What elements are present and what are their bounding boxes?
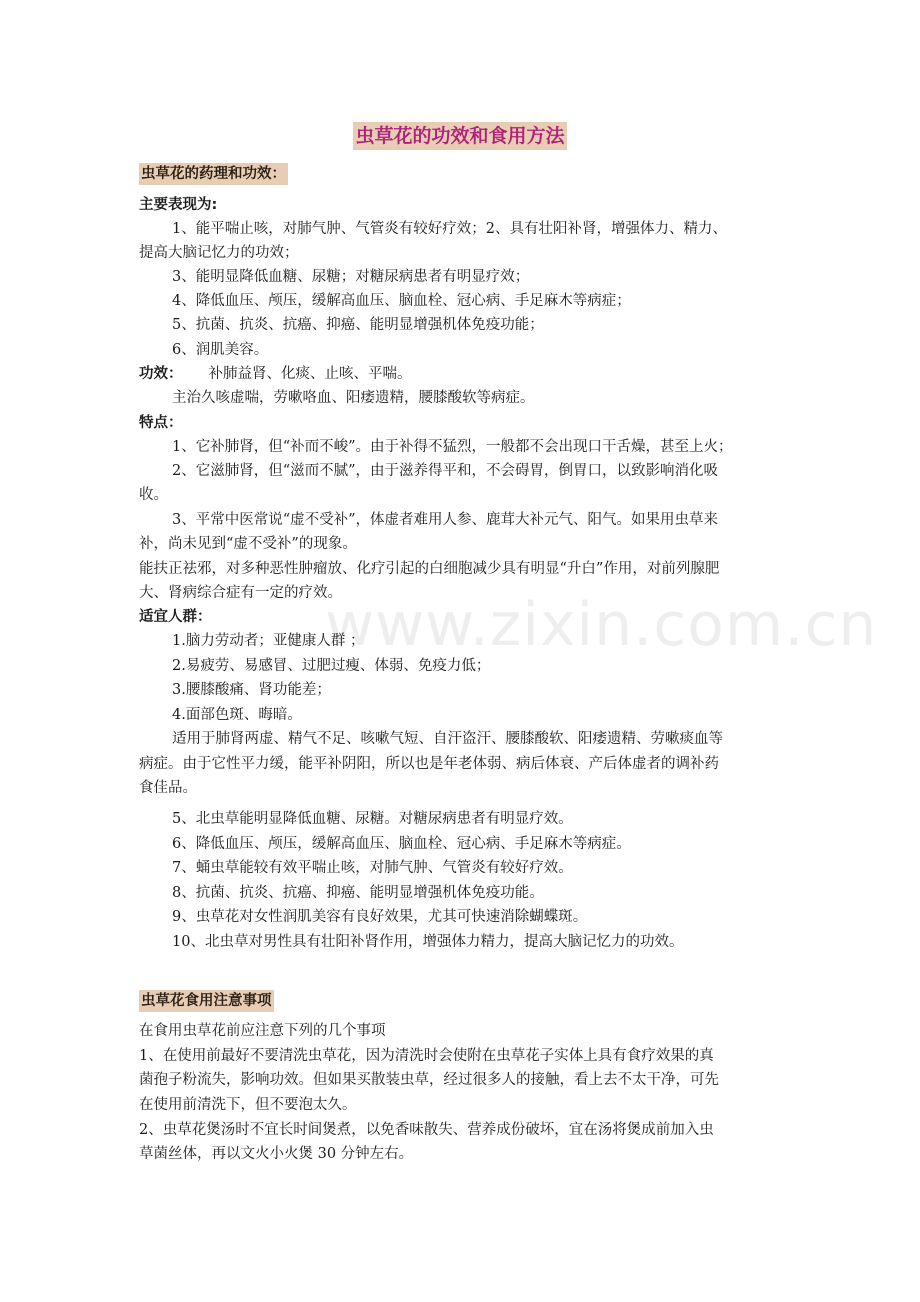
title-row <box>0 122 920 150</box>
precaution-line-3: 菌孢子粉流失，影响功效。但如果买散装虫草，经过很多人的接触，看上去不太干净，可先 <box>139 1072 719 1088</box>
suitable-line-1: 1.脑力劳动者；亚健康人群 ； <box>172 633 365 649</box>
features-line-7: 大、肾病综合症有一定的疗效。 <box>139 585 342 601</box>
features-line-2: 2、它滋肺肾，但“滋而不腻”，由于滋养得平和，不会碍胃，倒胃口，以致影响消化吸 <box>172 463 719 479</box>
section-heading-precautions: 虫草花食用注意事项 <box>139 990 274 1012</box>
more-line-7: 7、蛹虫草能较有效平喘止咳，对肺气肿、气管炎有较好疗效。 <box>172 860 573 876</box>
suitable-line-7: 食佳品。 <box>139 780 197 796</box>
precaution-line-5: 2、虫草花煲汤时不宜长时间煲煮，以免香味散失、营养成份破坏，宜在汤将煲成前加入虫 <box>139 1122 714 1138</box>
main-line-2: 提高大脑记忆力的功效； <box>139 245 299 261</box>
more-line-9: 9、虫草花对女性润肌美容有良好效果，尤其可快速消除蝴蝶斑。 <box>172 909 588 925</box>
section-heading-pharmacology: 虫草花的药理和功效： <box>139 163 288 185</box>
suitable-label: 适宜人群： <box>139 609 212 625</box>
main-line-4: 4、降低血压、颅压，缓解高血压、脑血栓、冠心病、手足麻木等病症； <box>172 293 631 309</box>
features-label: 特点： <box>139 415 183 431</box>
precaution-line-4: 在使用前清洗下，但不要泡太久。 <box>139 1097 357 1113</box>
suitable-line-4: 4.面部色斑、晦暗。 <box>172 707 302 723</box>
effect-label: 功效： <box>139 366 183 382</box>
effect-row <box>139 362 784 386</box>
suitable-line-5: 适用于肺肾两虚、精气不足、咳嗽气短、自汗盗汗、腰膝酸软、阳痿遗精、劳嗽痰血等 <box>172 731 723 747</box>
precaution-line-1: 在食用虫草花前应注意下列的几个事项 <box>139 1023 386 1039</box>
suitable-line-6: 病症。由于它性平力缓，能平补阴阳，所以也是年老体弱、病后体衰、产后体虚者的调补药 <box>139 756 719 772</box>
features-line-4: 3、平常中医常说“虚不受补”，体虚者难用人参、鹿茸大补元气、阳气。如果用虫草来 <box>172 512 719 528</box>
main-line-3: 3、能明显降低血糖、尿糖；对糖尿病患者有明显疗效； <box>172 269 530 285</box>
more-line-10: 10、北虫草对男性具有壮阳补肾作用，增强体力精力，提高大脑记忆力的功效。 <box>172 934 684 950</box>
suitable-line-3: 3.腰膝酸痛、肾功能差； <box>172 682 331 698</box>
more-line-6: 6、降低血压、颅压，缓解高血压、脑血栓、冠心病、手足麻木等病症。 <box>172 836 631 852</box>
features-line-5: 补，尚未见到“虚不受补”的现象。 <box>139 536 357 552</box>
features-line-3: 收。 <box>139 487 168 503</box>
main-line-5: 5、抗菌、抗炎、抗癌、抑癌、能明显增强机体免疫功能； <box>172 317 544 333</box>
effect-text: 补肺益肾、化痰、止咳、平喘。 <box>208 366 412 382</box>
document-title: 虫草花的功效和食用方法 <box>353 122 566 150</box>
precaution-line-2: 1、在使用前最好不要清洗虫草花，因为清洗时会使附在虫草花子实体上具有食疗效果的真 <box>139 1048 714 1064</box>
more-line-5: 5、北虫草能明显降低血糖、尿糖。对糖尿病患者有明显疗效。 <box>172 811 573 827</box>
precaution-line-6: 草菌丝体，再以文火小火煲 30 分钟左右。 <box>139 1146 414 1162</box>
watermark: www.zixin.com.cn <box>325 590 878 660</box>
main-label: 主要表现为: <box>139 197 218 213</box>
main-line-6: 6、润肌美容。 <box>172 342 269 358</box>
indication-line: 主治久咳虚喘，劳嗽咯血、阳痿遗精，腰膝酸软等病症。 <box>172 390 535 406</box>
features-line-6: 能扶正祛邪，对多种恶性肿瘤放、化疗引起的白细胞减少具有明显“升白”作用，对前列腺肥 <box>139 561 720 577</box>
more-line-8: 8、抗菌、抗炎、抗癌、抑癌、能明显增强机体免疫功能。 <box>172 885 544 901</box>
features-line-1: 1、它补肺肾，但“补而不峻”。由于补得不猛烈，一般都不会出现口干舌燥，甚至上火； <box>172 439 733 455</box>
suitable-line-2: 2.易疲劳、易感冒、过肥过瘦、体弱、免疫力低； <box>172 658 491 674</box>
main-line-1: 1、能平喘止咳，对肺气肿、气管炎有较好疗效；2、具有壮阳补肾，增强体力、精力、 <box>172 221 727 237</box>
